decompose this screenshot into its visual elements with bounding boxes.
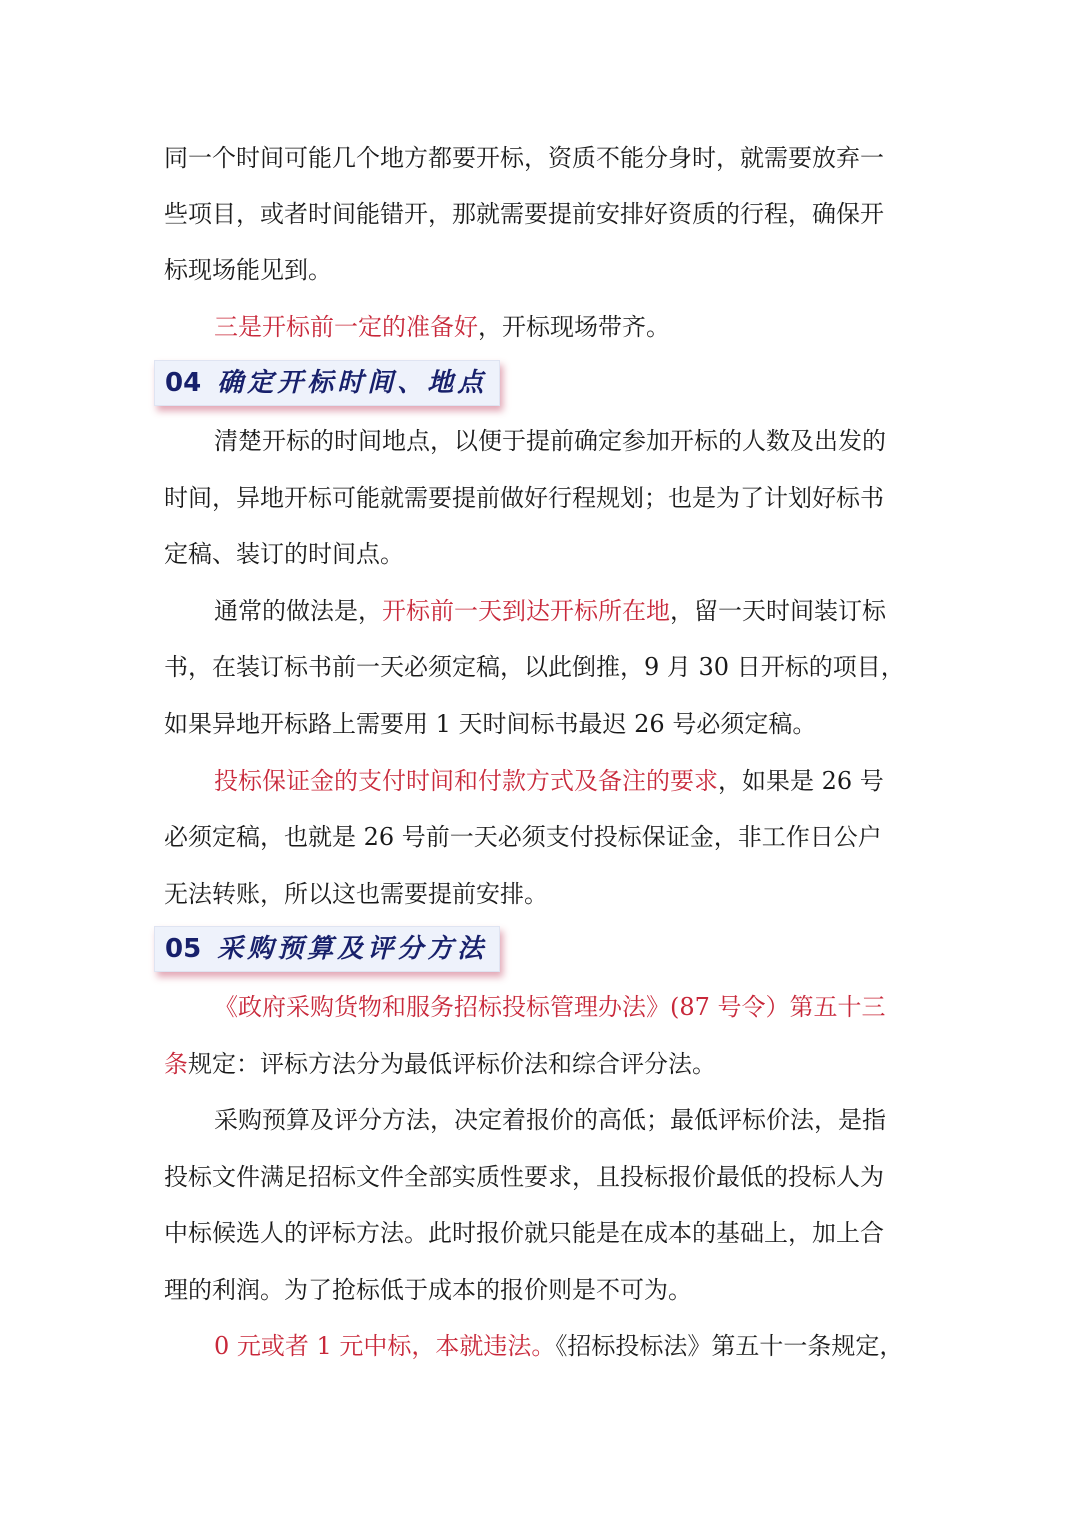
text-span: 无法转账，所以这也需要提前安排。	[164, 880, 548, 908]
highlight-span: 投标保证金的支付时间和付款方式及备注的要求	[214, 767, 718, 795]
text-span: ，留一天时间装订标	[670, 597, 886, 625]
highlight-span: 条	[164, 1050, 188, 1078]
highlight-span: 《政府采购货物和服务招标投标管理办法》(87 号令）第五十三	[214, 993, 886, 1021]
text-span: 采购预算及评分方法，决定着报价的高低；最低评标价法，是指	[214, 1106, 886, 1134]
text-span: ，如果是 26 号	[718, 767, 884, 795]
text-span: 清楚开标的时间地点，以便于提前确定参加开标的人数及出发的	[214, 427, 886, 455]
text-line	[164, 253, 916, 287]
text-line	[164, 1160, 916, 1194]
text-line	[164, 1273, 916, 1307]
text-span: 通常的做法是，	[214, 597, 382, 625]
text-line	[164, 990, 916, 1024]
text-line	[164, 650, 916, 684]
section-heading-05	[154, 926, 500, 972]
text-line	[164, 310, 916, 344]
text-span: 必须定稿，也就是 26 号前一天必须支付投标保证金，非工作日公户	[164, 823, 882, 851]
text-span: 同一个时间可能几个地方都要开标，资质不能分身时，就需要放弃一	[164, 144, 884, 172]
text-span: 投标文件满足招标文件全部实质性要求，且投标报价最低的投标人为	[164, 1163, 884, 1191]
text-span: 如果异地开标路上需要用 1 天时间标书最迟 26 号必须定稿。	[164, 710, 817, 738]
text-line	[164, 141, 916, 175]
text-line	[164, 1216, 916, 1250]
text-span: 时间，异地开标可能就需要提前做好行程规划；也是为了计划好标书	[164, 484, 884, 512]
text-line	[164, 481, 916, 515]
text-span: ，开标现场带齐。	[478, 313, 670, 341]
text-line	[164, 197, 916, 231]
section-number: 05	[165, 934, 202, 964]
text-line	[164, 820, 916, 854]
section-number: 04	[165, 368, 202, 398]
section-heading-04	[154, 360, 500, 406]
text-span: 规定：评标方法分为最低评标价法和综合评分法。	[188, 1050, 716, 1078]
text-span: 书，在装订标书前一天必须定稿，以此倒推，9 月 30 日开标的项目，	[164, 653, 905, 681]
text-span: 定稿、装订的时间点。	[164, 540, 404, 568]
text-line	[164, 707, 916, 741]
text-line	[164, 764, 916, 798]
text-line	[164, 537, 916, 571]
highlight-span: 三是开标前一定的准备好	[214, 313, 478, 341]
text-span: 些项目，或者时间能错开，那就需要提前安排好资质的行程，确保开	[164, 200, 884, 228]
text-line	[164, 1329, 916, 1363]
text-line	[164, 594, 916, 628]
text-span: 标现场能见到。	[164, 256, 332, 284]
section-title: 采购预算及评分方法	[217, 934, 488, 964]
text-line	[164, 877, 916, 911]
text-span: 理的利润。为了抢标低于成本的报价则是不可为。	[164, 1276, 692, 1304]
highlight-span: 0 元或者 1 元中标，本就违法。	[214, 1332, 556, 1360]
highlight-span: 开标前一天到达开标所在地	[382, 597, 670, 625]
text-line	[164, 1103, 916, 1137]
text-line	[164, 1047, 916, 1081]
text-line	[164, 424, 916, 458]
text-span: 《招标投标法》第五十一条规定，	[555, 1332, 904, 1360]
section-title: 确定开标时间、地点	[217, 368, 488, 398]
text-span: 中标候选人的评标方法。此时报价就只能是在成本的基础上，加上合	[164, 1219, 884, 1247]
